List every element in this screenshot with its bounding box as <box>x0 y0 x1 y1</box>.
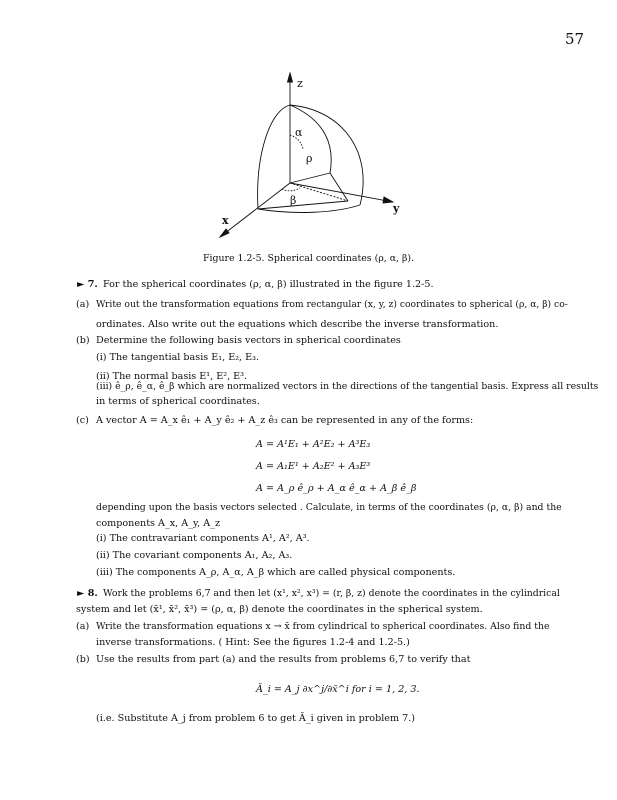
equation-transformation: Ā_i = A_j ∂x^j/∂x̄^i for i = 1, 2, 3. <box>256 684 420 695</box>
beta-arc <box>282 188 300 191</box>
equation-physical: A = A_ρ ê_ρ + A_α ê_α + A_β ê_β <box>256 483 417 494</box>
page-number: 57 <box>565 30 585 48</box>
sphere-front-arc <box>258 105 290 209</box>
problem-7b-ii: (ii) The normal basis E¹, E², E³. <box>96 371 248 382</box>
problem-7c-text: A vector A = A_x ê₁ + A_y ê₂ + A_z ê₃ can be represented in any of the forms: <box>96 415 474 426</box>
x-axis <box>220 183 290 237</box>
problem-7b-label: (b) <box>76 335 90 346</box>
problem-7b-text: Determine the following basis vectors in spherical coordinates <box>96 335 401 346</box>
problem-7a-line2: ordinates. Also write out the equations which describe the inverse transformation. <box>96 319 499 330</box>
problem-7b-iii-line2: in terms of spherical coordinates. <box>96 396 260 407</box>
y-axis-arrow <box>383 197 393 203</box>
equation-contravariant: A = A¹E₁ + A²E₂ + A³E₃ <box>256 439 371 450</box>
problem-7-marker: ► 7. <box>77 279 98 290</box>
rho-label: ρ <box>306 152 313 165</box>
x-label: x <box>222 214 229 227</box>
z-label: z <box>297 77 303 90</box>
problem-7c-depending-line1: depending upon the basis vectors selected . Calculate, in terms of the coordinates (ρ, α, β) and the <box>96 502 562 513</box>
figure-caption: Figure 1.2-5. Spherical coordinates (ρ, α, β). <box>202 253 415 264</box>
base-line <box>258 201 348 209</box>
beta-label: β <box>290 194 297 207</box>
sphere-equator-arc <box>258 205 360 212</box>
problem-7c-iii: (iii) The components A_ρ, A_α, A_β which are called physical components. <box>96 567 456 578</box>
problem-8b-note: (i.e. Substitute A_j from problem 6 to get Ā_i given in problem 7.) <box>96 713 416 724</box>
problem-7b-i: (i) The tangential basis E₁, E₂, E₃. <box>96 352 260 363</box>
projection-drop <box>330 173 348 201</box>
problem-7a-line1: Write out the transformation equations from rectangular (x, y, z) coordinates to spherical (ρ, α, β) co- <box>96 299 568 310</box>
problem-8a-label: (a) <box>76 621 90 632</box>
problem-8-line1: Work the problems 6,7 and then let (x¹, x², x³) = (r, β, z) denote the coordinates in the cylindrical <box>103 588 560 599</box>
problem-7-intro: For the spherical coordinates (ρ, α, β) illustrated in the figure 1.2-5. <box>103 279 434 290</box>
radius-vector <box>290 173 330 183</box>
problem-8-line2: system and let (x̄¹, x̄², x̄³) = (ρ, α, β) denote the coordinates in the spherical system. <box>76 604 483 615</box>
problem-7c-ii: (ii) The covariant components A₁, A₂, A₃. <box>96 550 293 561</box>
problem-7c-depending-line2: components A_x, A_y, A_z <box>96 518 221 529</box>
x-axis-arrow <box>220 229 229 237</box>
spherical-coordinates-figure <box>205 65 405 250</box>
equation-covariant: A = A₁E¹ + A₂E² + A₃E³ <box>256 461 371 472</box>
problem-7c-label: (c) <box>76 415 89 426</box>
problem-7a-label: (a) <box>76 299 90 310</box>
problem-8-marker: ► 8. <box>77 588 98 599</box>
problem-8a-line2: inverse transformations. ( Hint: See the figures 1.2-4 and 1.2-5.) <box>96 637 410 648</box>
problem-7b-iii-line1: (iii) ê_ρ, ê_α, ê_β which are normalized vectors in the directions of the tangential basis. Express all results <box>96 381 599 392</box>
problem-8b-label: (b) <box>76 654 90 665</box>
z-axis-arrow <box>288 73 293 82</box>
problem-8b-text: Use the results from part (a) and the results from problems 6,7 to verify that <box>96 654 471 665</box>
problem-8a-line1: Write the transformation equations x → x̄ from cylindrical to spherical coordinates. Also find the <box>96 621 550 632</box>
alpha-label: α <box>295 126 303 139</box>
problem-7c-i: (i) The contravariant components A¹, A², A³. <box>96 533 310 544</box>
y-label: y <box>393 202 400 215</box>
